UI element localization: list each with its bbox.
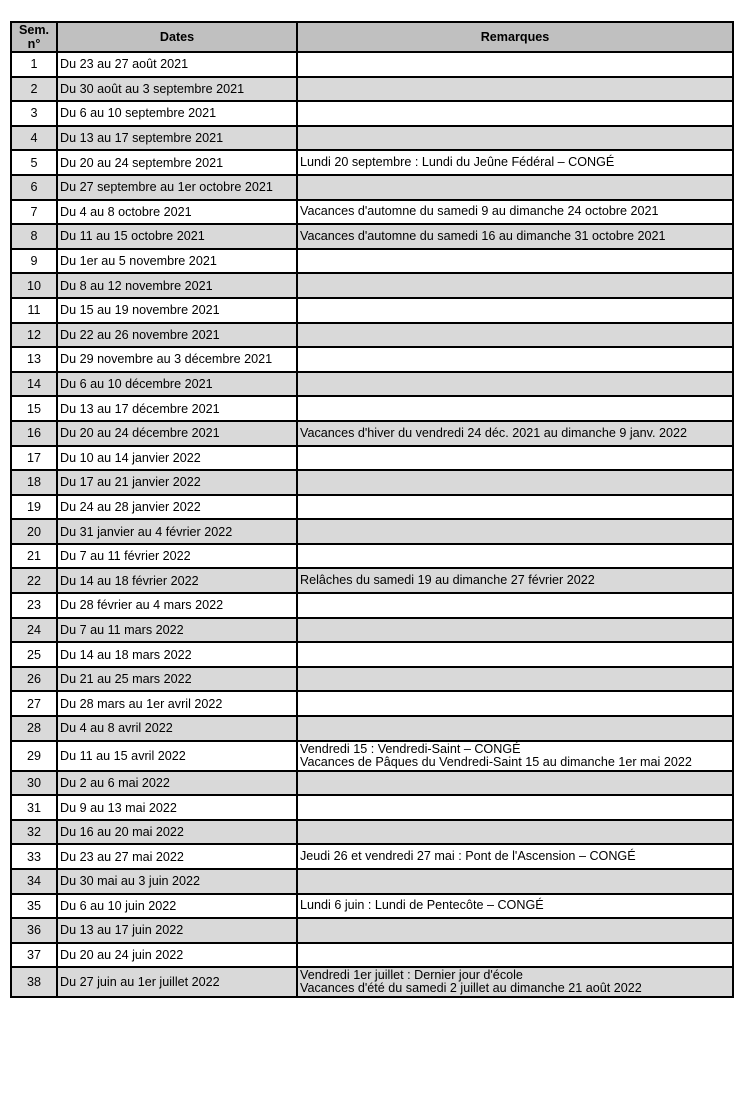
remarks-cell <box>297 667 733 692</box>
remarks-cell <box>297 642 733 667</box>
week-number-cell: 28 <box>11 716 57 741</box>
week-number-cell: 17 <box>11 446 57 471</box>
dates-cell: Du 28 février au 4 mars 2022 <box>57 593 297 618</box>
remark-line: Vacances d'automne du samedi 9 au dimanche 24 octobre 2021 <box>300 204 659 219</box>
table-row <box>11 77 733 102</box>
week-number-cell: 16 <box>11 421 57 446</box>
week-number-cell: 34 <box>11 869 57 894</box>
dates-cell: Du 23 au 27 août 2021 <box>57 52 297 77</box>
week-number-cell: 8 <box>11 224 57 249</box>
week-number-cell: 26 <box>11 667 57 692</box>
remarks-cell <box>297 77 733 102</box>
table-row <box>11 519 733 544</box>
dates-cell: Du 31 janvier au 4 février 2022 <box>57 519 297 544</box>
remarks-cell <box>297 894 733 919</box>
remarks-cell <box>297 544 733 569</box>
table-row <box>11 820 733 845</box>
week-number-cell: 25 <box>11 642 57 667</box>
dates-cell: Du 6 au 10 décembre 2021 <box>57 372 297 397</box>
remarks-cell <box>297 101 733 126</box>
remarks-cell <box>297 716 733 741</box>
table-row <box>11 273 733 298</box>
dates-cell: Du 9 au 13 mai 2022 <box>57 795 297 820</box>
remarks-cell <box>297 691 733 716</box>
table-row <box>11 396 733 421</box>
dates-cell: Du 13 au 17 juin 2022 <box>57 918 297 943</box>
remarks-cell <box>297 224 733 249</box>
table-row <box>11 298 733 323</box>
table-row <box>11 224 733 249</box>
remarks-cell <box>297 918 733 943</box>
week-number-cell: 1 <box>11 52 57 77</box>
dates-cell: Du 6 au 10 juin 2022 <box>57 894 297 919</box>
dates-cell: Du 28 mars au 1er avril 2022 <box>57 691 297 716</box>
week-number-cell: 12 <box>11 323 57 348</box>
table-row <box>11 894 733 919</box>
remark-line: Vacances de Pâques du Vendredi-Saint 15 au dimanche 1er mai 2022 <box>300 754 692 769</box>
week-number-cell: 35 <box>11 894 57 919</box>
week-number-cell: 15 <box>11 396 57 421</box>
header-remarks: Remarques <box>297 22 733 52</box>
week-number-cell: 24 <box>11 618 57 643</box>
table-row <box>11 869 733 894</box>
week-number-cell: 14 <box>11 372 57 397</box>
table-row <box>11 844 733 869</box>
table-row <box>11 200 733 225</box>
dates-cell: Du 23 au 27 mai 2022 <box>57 844 297 869</box>
remarks-cell <box>297 298 733 323</box>
remarks-cell <box>297 869 733 894</box>
remark-line: Jeudi 26 et vendredi 27 mai : Pont de l'Ascension – CONGÉ <box>300 849 636 864</box>
remarks-cell <box>297 844 733 869</box>
remarks-cell <box>297 568 733 593</box>
week-number-cell: 6 <box>11 175 57 200</box>
table-row <box>11 716 733 741</box>
dates-cell: Du 4 au 8 avril 2022 <box>57 716 297 741</box>
dates-cell: Du 17 au 21 janvier 2022 <box>57 470 297 495</box>
remarks-cell <box>297 795 733 820</box>
table-row <box>11 495 733 520</box>
dates-cell: Du 13 au 17 décembre 2021 <box>57 396 297 421</box>
table-row <box>11 101 733 126</box>
week-number-cell: 29 <box>11 741 57 771</box>
table-row <box>11 568 733 593</box>
remarks-cell <box>297 446 733 471</box>
table-row <box>11 667 733 692</box>
remarks-cell <box>297 273 733 298</box>
week-number-cell: 10 <box>11 273 57 298</box>
table-row <box>11 943 733 968</box>
remark-line: Vacances d'hiver du vendredi 24 déc. 2021 au dimanche 9 janv. 2022 <box>300 425 688 440</box>
week-number-cell: 19 <box>11 495 57 520</box>
remarks-cell <box>297 820 733 845</box>
table-row <box>11 618 733 643</box>
dates-cell: Du 21 au 25 mars 2022 <box>57 667 297 692</box>
table-row <box>11 795 733 820</box>
header-week-line1: Sem. <box>18 23 50 37</box>
dates-cell: Du 11 au 15 octobre 2021 <box>57 224 297 249</box>
table-row <box>11 372 733 397</box>
header-week-line2: n° <box>27 37 41 51</box>
table-row <box>11 150 733 175</box>
table-row <box>11 446 733 471</box>
dates-cell: Du 14 au 18 mars 2022 <box>57 642 297 667</box>
dates-cell: Du 27 juin au 1er juillet 2022 <box>57 967 297 997</box>
week-number-cell: 32 <box>11 820 57 845</box>
table-row <box>11 52 733 77</box>
week-number-cell: 37 <box>11 943 57 968</box>
week-number-cell: 4 <box>11 126 57 151</box>
table-row <box>11 175 733 200</box>
dates-cell: Du 8 au 12 novembre 2021 <box>57 273 297 298</box>
table-row <box>11 544 733 569</box>
dates-cell: Du 15 au 19 novembre 2021 <box>57 298 297 323</box>
remarks-cell <box>297 372 733 397</box>
week-number-cell: 20 <box>11 519 57 544</box>
table-row <box>11 741 733 771</box>
remarks-cell <box>297 593 733 618</box>
table-row <box>11 470 733 495</box>
week-number-cell: 5 <box>11 150 57 175</box>
remark-line: Lundi 6 juin : Lundi de Pentecôte – CONGÉ <box>300 898 544 913</box>
remarks-cell <box>297 323 733 348</box>
week-number-cell: 11 <box>11 298 57 323</box>
dates-cell: Du 22 au 26 novembre 2021 <box>57 323 297 348</box>
remark-line: Relâches du samedi 19 au dimanche 27 février 2022 <box>300 573 595 588</box>
week-number-cell: 23 <box>11 593 57 618</box>
dates-cell: Du 1er au 5 novembre 2021 <box>57 249 297 274</box>
dates-cell: Du 13 au 17 septembre 2021 <box>57 126 297 151</box>
table-row <box>11 691 733 716</box>
dates-cell: Du 30 mai au 3 juin 2022 <box>57 869 297 894</box>
remark-line: Vendredi 15 : Vendredi-Saint – CONGÉ <box>300 741 521 756</box>
week-number-cell: 36 <box>11 918 57 943</box>
remarks-cell <box>297 396 733 421</box>
table-row <box>11 593 733 618</box>
dates-cell: Du 20 au 24 décembre 2021 <box>57 421 297 446</box>
table-row <box>11 967 733 997</box>
week-number-cell: 33 <box>11 844 57 869</box>
remarks-cell <box>297 175 733 200</box>
week-number-cell: 9 <box>11 249 57 274</box>
dates-cell: Du 14 au 18 février 2022 <box>57 568 297 593</box>
remark-line: Vendredi 1er juillet : Dernier jour d'école <box>300 968 523 983</box>
dates-cell: Du 7 au 11 mars 2022 <box>57 618 297 643</box>
table-row <box>11 421 733 446</box>
week-number-cell: 3 <box>11 101 57 126</box>
week-number-cell: 13 <box>11 347 57 372</box>
remarks-cell <box>297 52 733 77</box>
dates-cell: Du 24 au 28 janvier 2022 <box>57 495 297 520</box>
dates-cell: Du 2 au 6 mai 2022 <box>57 771 297 796</box>
remarks-cell <box>297 249 733 274</box>
remarks-cell <box>297 495 733 520</box>
dates-cell: Du 11 au 15 avril 2022 <box>57 741 297 771</box>
table-row <box>11 347 733 372</box>
remarks-cell <box>297 421 733 446</box>
week-number-cell: 22 <box>11 568 57 593</box>
remarks-cell <box>297 967 733 997</box>
remarks-cell <box>297 470 733 495</box>
remarks-cell <box>297 150 733 175</box>
remarks-cell <box>297 200 733 225</box>
table-body <box>11 52 733 997</box>
dates-cell: Du 7 au 11 février 2022 <box>57 544 297 569</box>
table-row <box>11 642 733 667</box>
week-number-cell: 21 <box>11 544 57 569</box>
remarks-cell <box>297 741 733 771</box>
dates-cell: Du 27 septembre au 1er octobre 2021 <box>57 175 297 200</box>
week-number-cell: 27 <box>11 691 57 716</box>
remarks-cell <box>297 126 733 151</box>
table-row <box>11 771 733 796</box>
dates-cell: Du 4 au 8 octobre 2021 <box>57 200 297 225</box>
week-number-cell: 30 <box>11 771 57 796</box>
dates-cell: Du 20 au 24 juin 2022 <box>57 943 297 968</box>
remark-line: Vacances d'été du samedi 2 juillet au dimanche 21 août 2022 <box>300 981 642 996</box>
week-number-cell: 7 <box>11 200 57 225</box>
table-row <box>11 126 733 151</box>
dates-cell: Du 29 novembre au 3 décembre 2021 <box>57 347 297 372</box>
table-row <box>11 249 733 274</box>
week-number-cell: 31 <box>11 795 57 820</box>
remarks-cell <box>297 618 733 643</box>
table-header-row <box>11 22 733 52</box>
table-row <box>11 918 733 943</box>
remarks-cell <box>297 347 733 372</box>
table-row <box>11 323 733 348</box>
remark-line: Lundi 20 septembre : Lundi du Jeûne Fédéral – CONGÉ <box>300 155 615 170</box>
remarks-cell <box>297 519 733 544</box>
remarks-cell <box>297 943 733 968</box>
remarks-cell <box>297 771 733 796</box>
header-dates: Dates <box>57 22 297 52</box>
header-week-number <box>11 22 57 52</box>
dates-cell: Du 10 au 14 janvier 2022 <box>57 446 297 471</box>
dates-cell: Du 20 au 24 septembre 2021 <box>57 150 297 175</box>
week-number-cell: 38 <box>11 967 57 997</box>
dates-cell: Du 16 au 20 mai 2022 <box>57 820 297 845</box>
week-number-cell: 2 <box>11 77 57 102</box>
dates-cell: Du 6 au 10 septembre 2021 <box>57 101 297 126</box>
remark-line: Vacances d'automne du samedi 16 au dimanche 31 octobre 2021 <box>300 228 666 243</box>
week-number-cell: 18 <box>11 470 57 495</box>
school-calendar-table <box>10 21 734 998</box>
dates-cell: Du 30 août au 3 septembre 2021 <box>57 77 297 102</box>
